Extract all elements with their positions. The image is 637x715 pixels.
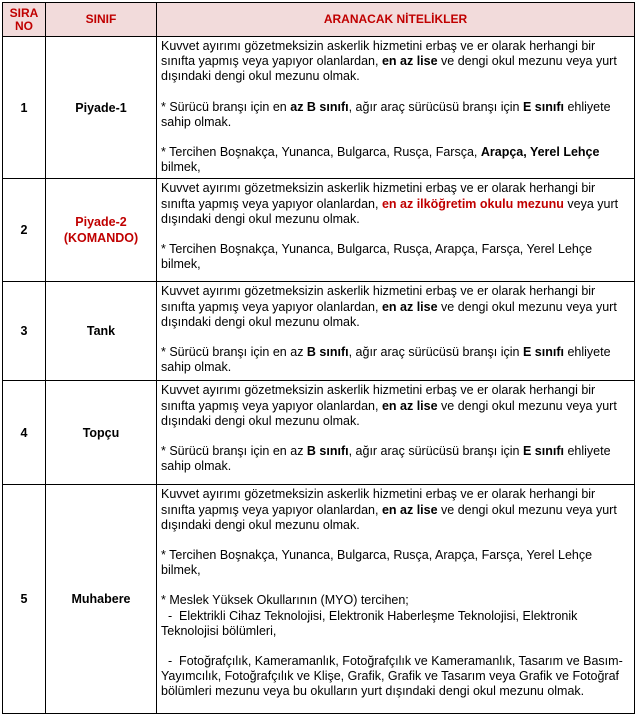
row-requirements (157, 485, 635, 714)
row-number: 4 (3, 381, 46, 485)
table-row (3, 282, 635, 381)
requirement-paragraph: Kuvvet ayırımı gözetmeksizin askerlik hizmetini erbaş ve er olarak herhangi bir sınıfta yapmış veya yapıyor olanlardan, en az ilköğretim okulu mezunu veya yurt dışındaki dengi okul mezunu olmak. (161, 181, 619, 226)
row-requirements (157, 282, 635, 381)
requirement-paragraph: * Meslek Yüksek Okullarının (MYO) tercihen; (161, 593, 409, 608)
requirement-paragraph: * Tercihen Boşnakça, Yunanca, Bulgarca, Rusça, Farsça, Arapça, Yerel Lehçe bilmek, (161, 145, 600, 175)
requirement-paragraph: Kuvvet ayırımı gözetmeksizin askerlik hizmetini erbaş ve er olarak herhangi bir sınıfta yapmış veya yapıyor olanlardan, en az lise ve dengi okul mezunu veya yurt dışındaki dengi okul mezunu olmak. (161, 383, 617, 428)
table-row (3, 37, 635, 179)
header-sinif: SINIF (46, 3, 157, 37)
row-class-name: Topçu (46, 381, 157, 485)
table-row (3, 485, 635, 714)
row-class-name: Muhabere (46, 485, 157, 714)
row-class-name: Piyade-2 (KOMANDO) (46, 179, 157, 282)
table-row (3, 381, 635, 485)
requirement-paragraph: - Fotoğrafçılık, Kameramanlık, Fotoğrafçılık ve Kameramanlık, Tasarım ve Basım-Yayımcılık, Fotoğrafçılık ve Klişe, Grafik, Grafik ve Tasarım veya Grafik ve Fotoğraf bölümleri mezunu veya bu okulların yurt dışındaki dengi okul mezunu olmak. (161, 654, 623, 699)
requirement-paragraph: * Sürücü branşı için en az B sınıfı, ağır araç sürücüsü branşı için E sınıfı ehliyete sahip olmak. (161, 444, 611, 474)
header-sira-no: SIRA NO (3, 3, 46, 37)
row-class-name: Tank (46, 282, 157, 381)
requirement-paragraph: Kuvvet ayırımı gözetmeksizin askerlik hizmetini erbaş ve er olarak herhangi bir sınıfta yapmış veya yapıyor olanlardan, en az lise ve dengi okul mezunu veya yurt dışındaki dengi okul mezunu olmak. (161, 487, 617, 532)
row-requirements (157, 37, 635, 179)
requirement-paragraph: * Sürücü branşı için en az B sınıfı, ağır araç sürücüsü branşı için E sınıfı ehliyete sahip olmak. (161, 345, 611, 375)
requirement-paragraph: * Sürücü branşı için en az B sınıfı, ağır araç sürücüsü branşı için E sınıfı ehliyete sahip olmak. (161, 99, 611, 129)
requirements-table (2, 2, 635, 714)
row-number: 3 (3, 282, 46, 381)
table-header-row (3, 3, 635, 37)
requirement-paragraph: * Tercihen Boşnakça, Yunanca, Bulgarca, Rusça, Arapça, Farsça, Yerel Lehçe bilmek, (161, 242, 593, 272)
row-requirements (157, 381, 635, 485)
table-row (3, 179, 635, 282)
requirements-document (2, 2, 634, 714)
row-requirements (157, 179, 635, 282)
row-number: 2 (3, 179, 46, 282)
row-class-name: Piyade-1 (46, 37, 157, 179)
row-number: 5 (3, 485, 46, 714)
requirement-paragraph: Kuvvet ayırımı gözetmeksizin askerlik hizmetini erbaş ve er olarak herhangi bir sınıfta yapmış veya yapıyor olanlardan, en az lise ve dengi okul mezunu veya yurt dışındaki dengi okul mezunu olmak. (161, 284, 617, 329)
requirement-paragraph: * Tercihen Boşnakça, Yunanca, Bulgarca, Rusça, Arapça, Farsça, Yerel Lehçe bilmek, (161, 548, 593, 578)
row-number: 1 (3, 37, 46, 179)
requirement-paragraph: - Elektrikli Cihaz Teknolojisi, Elektronik Haberleşme Teknolojisi, Elektronik Teknolojisi bölümleri, (161, 608, 581, 638)
header-aranacak-nitelikler: ARANACAK NİTELİKLER (157, 3, 635, 37)
requirement-paragraph: Kuvvet ayırımı gözetmeksizin askerlik hizmetini erbaş ve er olarak herhangi bir sınıfta yapmış veya yapıyor olanlardan, en az lise ve dengi okul mezunu veya yurt dışındaki dengi okul mezunu olmak. (161, 39, 617, 84)
